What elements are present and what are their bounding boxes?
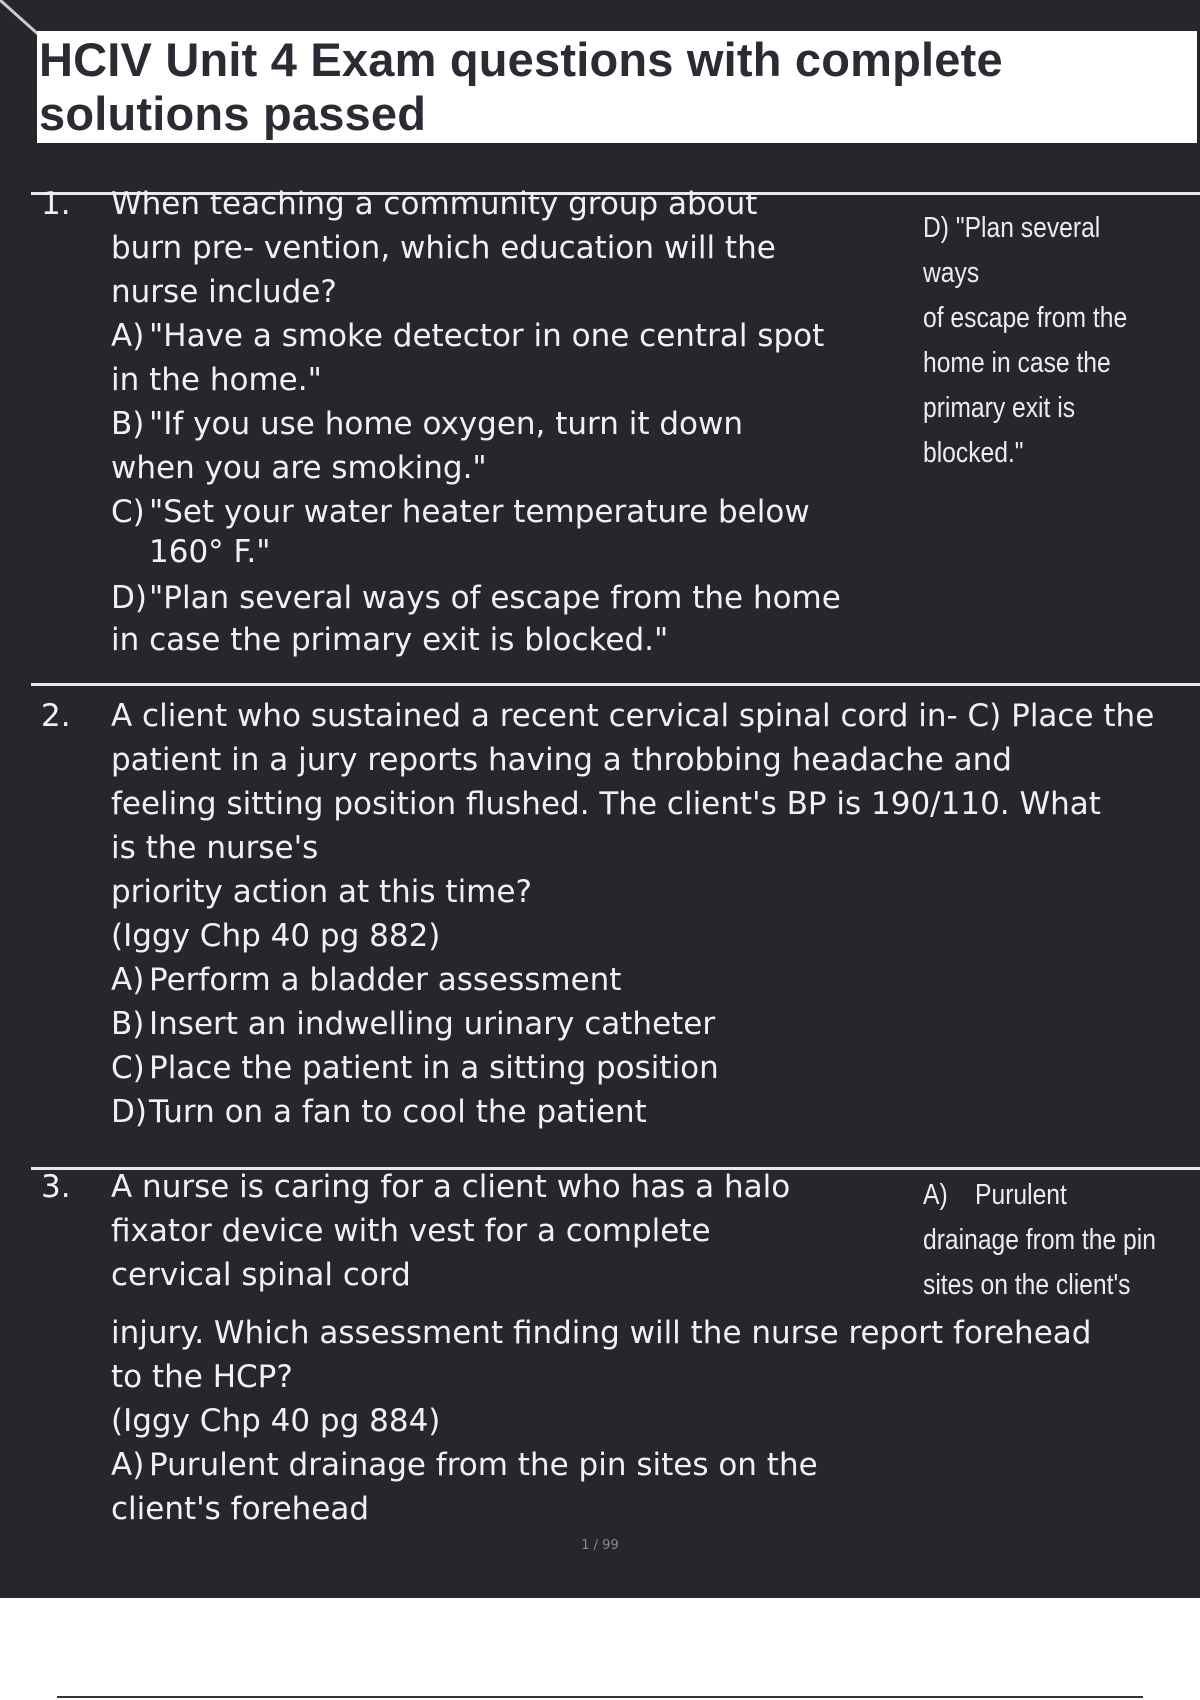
question-text-line: fixator device with vest for a complete [111, 1213, 711, 1249]
option-text-line: 160° F." [149, 534, 271, 570]
option-text-line: "Have a smoke detector in one central spot [149, 318, 825, 354]
page-number: 1 / 99 [581, 1538, 619, 1553]
option-text-line: Insert an indwelling urinary catheter [149, 1006, 716, 1042]
answer-line: primary exit is [923, 392, 1076, 424]
question-body [111, 182, 911, 660]
option-label: C) [111, 494, 145, 530]
bottom-divider [57, 1696, 1143, 1698]
title-box [37, 31, 1197, 143]
question-text-line: patient in a jury reports having a throbbing headache and [111, 742, 1012, 778]
option-text-line: in case the primary exit is blocked." [111, 622, 669, 658]
option-a [111, 314, 911, 358]
question-1 [0, 182, 1200, 662]
option-d [111, 1090, 1191, 1134]
option-label: C) [111, 1050, 145, 1086]
answer-line: home in case the [923, 347, 1111, 379]
answer-box [923, 206, 1158, 476]
document-title: HCIV Unit 4 Exam questions with complete solutions passed [39, 33, 1003, 140]
question-number: 3. [41, 1169, 71, 1205]
question-text-line: priority action at this time? [111, 874, 532, 910]
question-text-line: is the nurse's [111, 830, 319, 866]
question-text-line: nurse include? [111, 274, 337, 310]
option-text-line: "If you use home oxygen, turn it down [149, 406, 744, 442]
option-label: D) [111, 580, 147, 616]
answer-line: drainage from the pin [923, 1224, 1156, 1256]
question-text-line: A client who sustained a recent cervical spinal cord in- C) Place the [111, 698, 1155, 734]
option-a [111, 1443, 1191, 1487]
option-text-line: Turn on a fan to cool the patient [149, 1094, 647, 1130]
option-label: A) [111, 1447, 145, 1483]
question-number: 2. [41, 698, 71, 734]
answer-line: A) Purulent [923, 1179, 1067, 1211]
answer-line: of escape from the [923, 302, 1128, 334]
question-text-line: feeling sitting position flushed. The client's BP is 190/110. What [111, 786, 1101, 822]
question-2 [0, 694, 1200, 1134]
answer-box [923, 1173, 1156, 1308]
question-body [111, 694, 1191, 1134]
option-d [111, 576, 911, 620]
answer-line: sites on the client's [923, 1269, 1131, 1301]
option-b [111, 1002, 1191, 1046]
question-number: 1. [41, 186, 71, 222]
answer-line: blocked." [923, 437, 1024, 469]
question-3 [0, 1165, 1200, 1545]
option-label: B) [111, 406, 145, 442]
option-label: D) [111, 1094, 147, 1130]
question-text-line: injury. Which assessment finding will the nurse report forehead [111, 1315, 1092, 1351]
option-text-line: Place the patient in a sitting position [149, 1050, 719, 1086]
option-text-line: when you are smoking." [111, 450, 487, 486]
option-c [111, 490, 911, 534]
option-a [111, 958, 1191, 1002]
question-divider [31, 683, 1200, 686]
question-text-line: burn pre- vention, which education will the [111, 230, 776, 266]
question-text-line: (Iggy Chp 40 pg 882) [111, 918, 441, 954]
question-text-line: (Iggy Chp 40 pg 884) [111, 1403, 441, 1439]
option-c [111, 1046, 1191, 1090]
question-text-line: A nurse is caring for a client who has a halo [111, 1169, 791, 1205]
answer-line: D) "Plan several ways [923, 212, 1101, 289]
option-text-line: Purulent drainage from the pin sites on the [149, 1447, 818, 1483]
question-text-line: When teaching a community group about [111, 186, 758, 222]
option-text-line: in the home." [111, 362, 322, 398]
option-label: B) [111, 1006, 145, 1042]
option-text-line: Perform a bladder assessment [149, 962, 622, 998]
option-b [111, 402, 911, 446]
option-text-line: "Set your water heater temperature below [149, 494, 810, 530]
option-label: A) [111, 318, 145, 354]
option-text-line: client's forehead [111, 1491, 370, 1527]
question-text-line: cervical spinal cord [111, 1257, 411, 1293]
option-text-line: "Plan several ways of escape from the home [149, 580, 841, 616]
question-text-line: to the HCP? [111, 1359, 293, 1395]
option-label: A) [111, 962, 145, 998]
